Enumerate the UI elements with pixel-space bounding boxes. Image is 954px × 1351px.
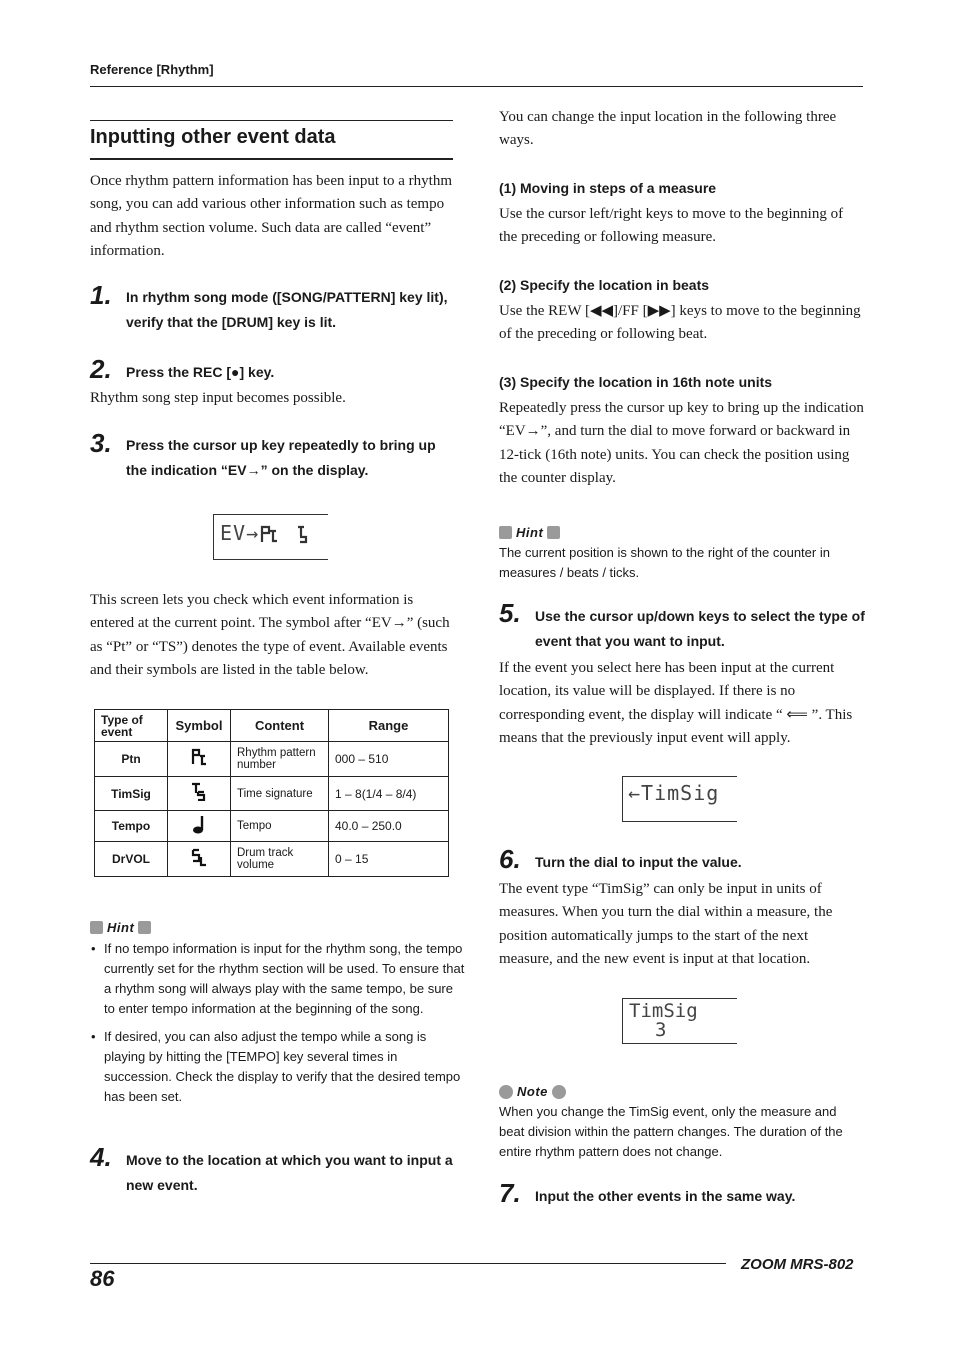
row-type: DrVOL (95, 842, 168, 877)
method-3-title: (3) Specify the location in 16th note units (499, 374, 773, 390)
method-1-text: Use the cursor left/right keys to move to the beginning of the preceding or following measure. (499, 206, 844, 246)
step-6-number: 6. (499, 844, 521, 874)
right-intro: You can change the input location in the following three ways. (499, 109, 837, 149)
step-6-text: Turn the dial to input the value. (535, 854, 742, 870)
row-content: Drum track volume (231, 842, 329, 877)
hint-text: The current position is shown to the right of the counter in measures / beats / ticks. (499, 545, 830, 580)
note-circle-icon (552, 1085, 566, 1099)
row-type: TimSig (95, 777, 168, 811)
hint-square-icon (138, 921, 151, 934)
row-range: 1 – 8(1/4 – 8/4) (329, 777, 449, 811)
tempo-note-icon (188, 814, 210, 834)
lcd-ev-text: EV→ (220, 521, 260, 545)
note-circle-icon (499, 1085, 513, 1099)
footer-rule (90, 1263, 726, 1264)
lcd-symbol-icons (260, 523, 330, 547)
section-title: Inputting other event data (90, 126, 336, 148)
step-1-text: In rhythm song mode ([SONG/PATTERN] key lit), verify that the [DRUM] key is lit. (126, 289, 448, 330)
col-range-header: Range (329, 710, 449, 742)
list-item: • If desired, you can also adjust the tempo while a song is playing by hitting the [TEMPO] key several times in succession. Check the display to verify that the desired tempo has been set. (104, 1027, 467, 1107)
col-type-header: Type of event (95, 710, 168, 742)
hint-badge (499, 525, 560, 540)
header-rule (90, 86, 863, 87)
hint-label: Hint (107, 920, 135, 935)
step-4-text: Move to the location at which you want to input a new event. (126, 1152, 453, 1193)
table-row (95, 842, 449, 877)
section-top-rule (90, 120, 453, 121)
step-3-text: Press the cursor up key repeatedly to bring up the indication “EV→” on the display. (126, 437, 436, 478)
step-4-number: 4. (90, 1142, 112, 1172)
lcd-line-1: TimSig (629, 1000, 698, 1022)
step-5-paragraph: If the event you select here has been input at the current location, its value will be displayed. If there is no corresponding event, the display will indicate “ ⟸ ”. This means that the previously input event will apply. (499, 660, 853, 746)
step-6-paragraph: The event type “TimSig” can only be input in units of measures. When you turn the dial within a measure, the position automatically jumps to the start of the next measure, and the new event is input at that location. (499, 881, 833, 967)
step-2-result: Rhythm song step input becomes possible. (90, 390, 346, 406)
step-2-text: Press the REC [●] key. (126, 364, 275, 380)
col-content-header: Content (231, 710, 329, 742)
step-5-number: 5. (499, 598, 521, 628)
col-symbol-header: Symbol (168, 710, 231, 742)
method-3-text: Repeatedly press the cursor up key to bring up the indication “EV→”, and turn the dial to move forward or backward in 12-tick (16th note) units. You can check the position using the counter display. (499, 400, 864, 486)
table-row (95, 811, 449, 842)
step-3-number: 3. (90, 428, 112, 458)
footer-brand: ZOOM MRS-802 (741, 1256, 854, 1273)
row-content: Time signature (231, 777, 329, 811)
hint-label: Hint (516, 525, 544, 540)
step-2-number: 2. (90, 354, 112, 384)
row-range: 0 – 15 (329, 842, 449, 877)
row-type: Ptn (95, 742, 168, 777)
note-text: When you change the TimSig event, only the measure and beat division within the pattern changes. The duration of the entire rhythm pattern does not change. (499, 1104, 843, 1159)
row-range: 40.0 – 250.0 (329, 811, 449, 842)
row-content: Rhythm pattern number (231, 742, 329, 777)
method-2-title: (2) Specify the location in beats (499, 277, 710, 293)
running-header: Reference [Rhythm] (90, 62, 214, 77)
section-bottom-rule (90, 158, 453, 160)
screen-paragraph: This screen lets you check which event information is entered at the current point. The symbol after “EV→” (such as “Pt” or “TS”) denotes the type of event. Available events and their symbols are listed in the table below. (90, 592, 450, 678)
method-2-text: Use the REW [◀◀]/FF [▶▶] keys to move to the beginning of the preceding or following beat. (499, 303, 861, 343)
volume-symbol-icon (188, 847, 210, 867)
timesig-symbol-icon (188, 781, 210, 801)
lcd-event-display (213, 514, 328, 560)
step-1-number: 1. (90, 280, 112, 310)
page-number: 86 (90, 1266, 115, 1291)
step-5-text: Use the cursor up/down keys to select the type of event that you want to input. (535, 608, 865, 649)
lcd-timsig-value-display (622, 998, 737, 1044)
intro-paragraph: Once rhythm pattern information has been input to a rhythm song, you can add various other information such as tempo and rhythm section volume. Such data are called “event” information. (90, 173, 452, 259)
note-badge (499, 1084, 566, 1099)
table-row (95, 777, 449, 811)
table-row (95, 742, 449, 777)
pattern-symbol-icon (188, 747, 210, 767)
step-7-text: Input the other events in the same way. (535, 1188, 796, 1204)
event-table (94, 709, 449, 877)
method-1-title: (1) Moving in steps of a measure (499, 180, 717, 196)
table-header-row (95, 710, 449, 742)
row-type: Tempo (95, 811, 168, 842)
hint-square-icon (547, 526, 560, 539)
note-label: Note (517, 1084, 548, 1099)
lcd-timsig-text: ←TimSig (628, 781, 720, 805)
step-7-number: 7. (499, 1178, 521, 1208)
list-item: • If no tempo information is input for the rhythm song, the tempo currently set for the rhythm section will be used. To ensure that a rhythm song will always play with the same tempo, be sure to enter tempo information at the beginning of the song. (104, 939, 467, 1019)
lcd-line-2: 3 (655, 1019, 667, 1041)
lcd-timsig-display (622, 776, 737, 822)
hint-square-icon (90, 921, 103, 934)
row-content: Tempo (231, 811, 329, 842)
hint-bullet-list (90, 939, 467, 1115)
hint-square-icon (499, 526, 512, 539)
row-range: 000 – 510 (329, 742, 449, 777)
hint-badge (90, 920, 151, 935)
